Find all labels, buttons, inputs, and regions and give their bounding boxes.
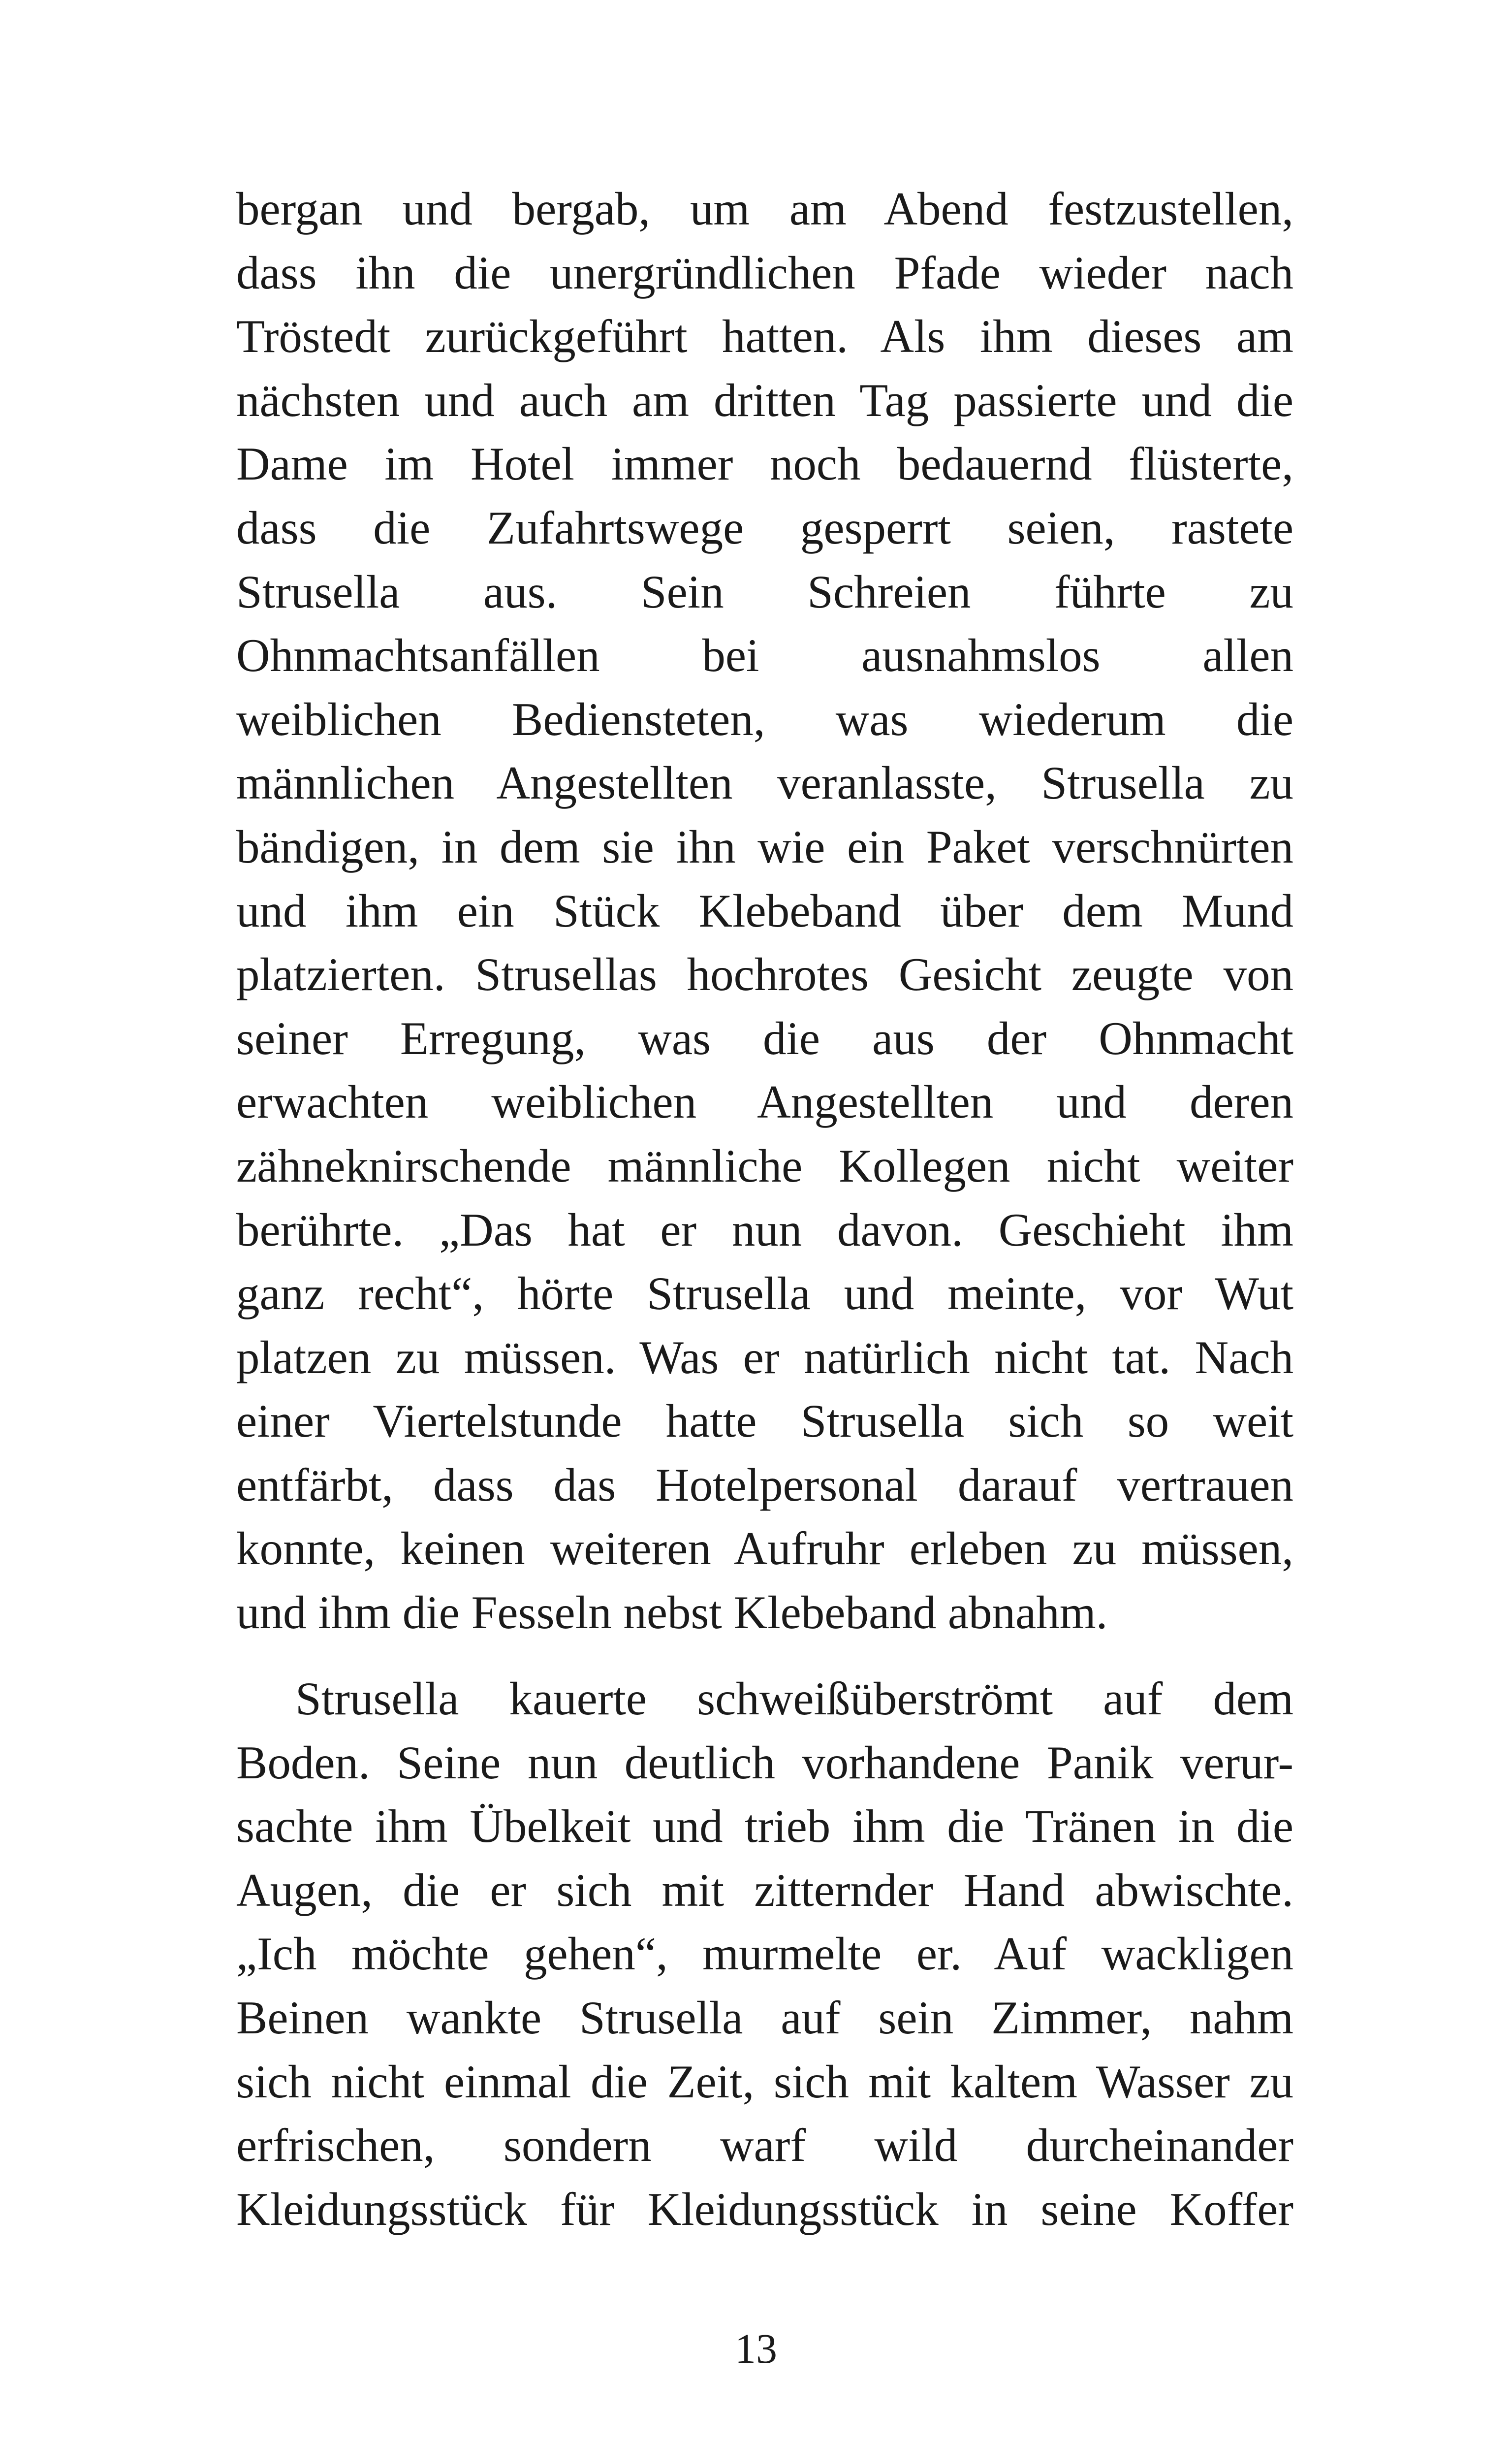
text-line: einer Viertelstunde hatte Strusella sich so weit [236,1395,1293,1447]
text-line: konnte, keinen weiteren Aufruhr erleben zu müssen, [236,1522,1293,1575]
text-line: erfrischen, sondern warf wild durcheinander [236,2119,1293,2172]
text-line: Kleidungsstück für Kleidungsstück in seine Koffer [236,2183,1293,2235]
text-line: Beinen wankte Strusella auf sein Zimmer, nahm [236,1991,1293,2044]
text-line: erwachten weiblichen Angestellten und deren [236,1076,1293,1128]
paragraph-2 [236,1667,1293,2241]
text-line: und ihm ein Stück Klebeband über dem Mund [236,884,1293,937]
text-line: Boden. Seine nun deutlich vorhandene Panik verur- [236,1736,1293,1789]
text-line: Tröstedt zurückgeführt hatten. Als ihm dieses am [236,310,1293,363]
text-line: weiblichen Bediensteten, was wiederum die [236,693,1293,745]
text-line: berührte. „Das hat er nun davon. Geschieht ihm [236,1203,1293,1256]
text-line: sich nicht einmal die Zeit, sich mit kaltem Wasser zu [236,2055,1293,2108]
text-line: Strusella kauerte schweißüberströmt auf dem [295,1672,1293,1725]
text-line: platzierten. Strusellas hochrotes Gesicht zeugte von [236,948,1293,1001]
text-line: männlichen Angestellten veranlasste, Strusella zu [236,757,1293,809]
text-line: „Ich möchte gehen“, murmelte er. Auf wackligen [236,1928,1293,1980]
text-line: und ihm die Fesseln nebst Klebeband abnahm. [236,1586,1108,1639]
text-line: ganz recht“, hörte Strusella und meinte, vor Wut [236,1267,1293,1320]
text-line: Ohnmachtsanfällen bei ausnahmslos allen [236,629,1293,682]
page-number: 13 [735,2325,777,2372]
text-line: zähneknirschende männliche Kollegen nicht weiter [236,1139,1293,1192]
text-line: Dame im Hotel immer noch bedauernd flüsterte, [236,438,1293,490]
text-line: seiner Erregung, was die aus der Ohnmacht [236,1012,1293,1064]
paragraph-1 [236,177,1293,1645]
text-line: platzen zu müssen. Was er natürlich nicht tat. Nach [236,1331,1293,1383]
text-line: nächsten und auch am dritten Tag passierte und die [236,374,1293,426]
text-line: dass die Zufahrtswege gesperrt seien, rastete [236,501,1293,554]
text-line: dass ihn die unergründlichen Pfade wieder nach [236,246,1293,299]
text-line: Augen, die er sich mit zitternder Hand abwischte. [236,1864,1293,1916]
text-line: Strusella aus. Sein Schreien führte zu [236,565,1293,618]
text-line: bergan und bergab, um am Abend festzustellen, [236,183,1293,235]
text-line: bändigen, in dem sie ihn wie ein Paket verschnürten [236,820,1293,873]
text-line: sachte ihm Übelkeit und trieb ihm die Tränen in die [236,1800,1293,1853]
text-line: entfärbt, dass das Hotelpersonal darauf vertrauen [236,1458,1293,1511]
